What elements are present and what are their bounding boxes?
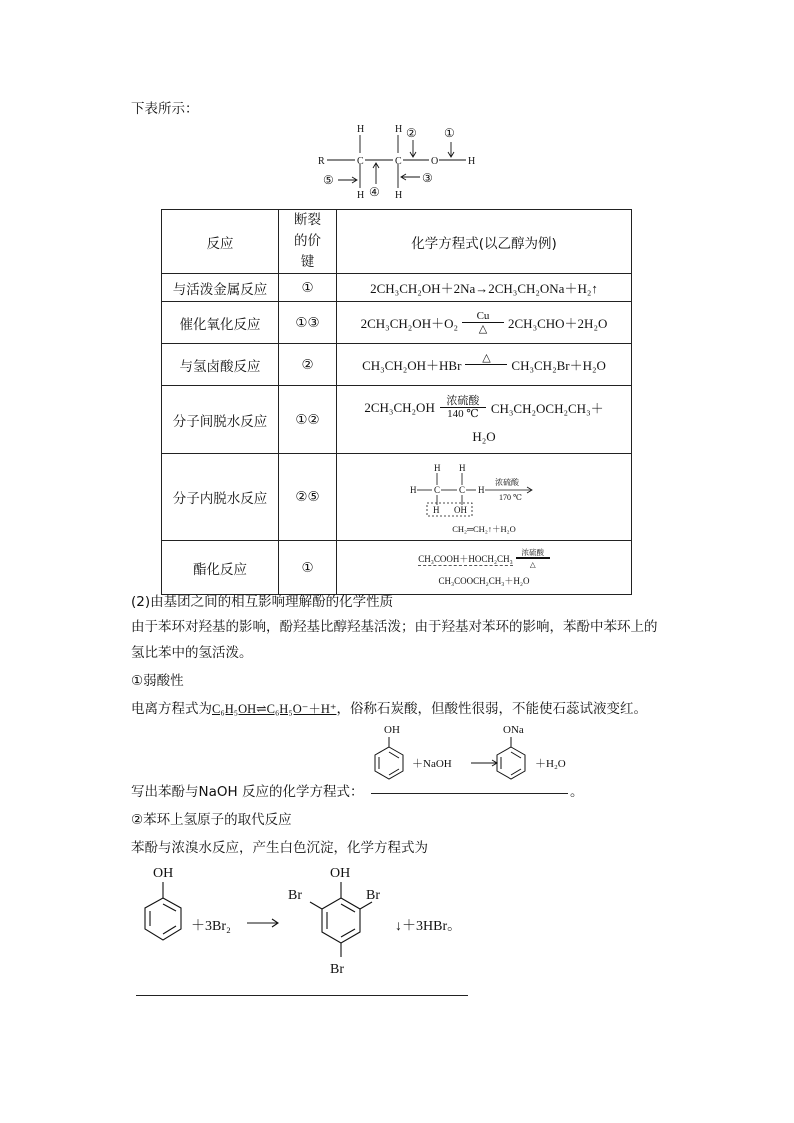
equation: H H H C C H H OH 浓硫酸 170 ℃ CH₂═CH₂↑＋H₂O: [337, 454, 632, 541]
naoh-prompt: 写出苯酚与NaOH 反应的化学方程式：: [131, 784, 364, 800]
svg-text:H: H: [410, 484, 417, 495]
intro-text: 下表所示：: [131, 101, 199, 117]
bond-label: ①: [279, 541, 337, 595]
svg-text:H: H: [478, 484, 485, 495]
header-equation: 化学方程式(以乙醇为例): [337, 210, 632, 274]
equation: 2CH₃CH₂OH 浓硫酸 140 ℃ CH₃CH₂OCH₂CH₃＋ H₂O: [337, 386, 632, 454]
reaction-table: [161, 209, 632, 595]
struct-r: R: [318, 156, 325, 167]
struct-n4: ④: [369, 185, 380, 199]
condition-arrow: △: [465, 352, 507, 377]
equation: CH₃CH₂OH＋HBr △ CH₃CH₂Br＋H₂O: [337, 344, 632, 386]
table-row: [162, 454, 632, 541]
naoh-water: ＋H₂O: [535, 758, 566, 770]
struct-o: O: [431, 156, 439, 167]
reaction-name: 与氢卤酸反应: [162, 344, 279, 386]
table-row: [162, 344, 632, 386]
bromination-intro: 苯酚与浓溴水反应，产生白色沉淀，化学方程式为: [131, 840, 428, 856]
svg-text:浓硫酸: 浓硫酸: [495, 477, 519, 487]
reaction-name: 酯化反应: [162, 541, 279, 595]
br-phenol-oh: OH: [153, 866, 174, 881]
struct-n2: ②: [406, 126, 417, 140]
struct-n1: ①: [444, 126, 455, 140]
section2-heading: (2)由基团之间的相互影响理解酚的化学性质: [131, 594, 394, 610]
header-reaction: 反应: [162, 210, 279, 274]
struct-h-top2: H: [395, 124, 403, 135]
reaction-name: 与活泼金属反应: [162, 274, 279, 302]
bond-label: ①②: [279, 386, 337, 454]
section2-para-line1: 由于苯环对羟基的影响，酚羟基比醇羟基活泼；由于羟基对苯环的影响，苯酚中苯环上的: [131, 619, 658, 635]
struct-n3: ③: [422, 171, 433, 185]
br-atom-right: Br: [366, 888, 380, 903]
br-reagent: ＋3Br₂: [191, 919, 231, 934]
answer-line-naoh: [371, 793, 568, 794]
header-bond: 断裂的价键: [279, 210, 337, 274]
svg-text:H: H: [433, 504, 440, 515]
section2-para-line2: 氢比苯中的氢活泼。: [131, 645, 253, 661]
struct-h-top1: H: [357, 124, 365, 135]
condition-arrow: 浓硫酸 140 ℃: [440, 394, 486, 421]
br-tail: ↓＋3HBr。: [395, 919, 462, 934]
table-row: [162, 386, 632, 454]
naoh-period: 。: [570, 784, 584, 800]
struct-h-oh: H: [468, 156, 476, 167]
table-header-row: [162, 210, 632, 274]
ionization-equation: C₆H₅OH⇌C₆H₅O⁻＋H⁺: [212, 702, 337, 716]
answer-line-bromination: [136, 995, 468, 996]
naoh-phenol-oh: OH: [384, 724, 400, 736]
naoh-reagent: ＋NaOH: [412, 758, 452, 770]
table-row: [162, 274, 632, 302]
br-product-oh: OH: [330, 866, 351, 881]
reaction-name: 分子间脱水反应: [162, 386, 279, 454]
table-row: [162, 302, 632, 344]
ethanol-dehydration-structure: [409, 462, 559, 520]
br-atom-left: Br: [288, 888, 302, 903]
svg-text:C: C: [459, 484, 466, 495]
bond-label: ①③: [279, 302, 337, 344]
sub-heading-acidity: ①弱酸性: [131, 673, 184, 689]
equation: 2CH₃CH₂OH＋O₂ Cu △ 2CH₃CHO＋2H₂O: [337, 302, 632, 344]
bond-label: ①: [279, 274, 337, 302]
phenol-bromination-equation: [130, 860, 490, 988]
condition-arrow: Cu △: [462, 310, 504, 335]
equation: CH₃COOH＋HOCH₂CH₃ 浓硫酸 △ CH₃COOCH₂CH₃＋H₂O: [337, 541, 632, 595]
sub-heading-substitution: ②苯环上氢原子的取代反应: [131, 812, 292, 828]
svg-text:H: H: [459, 462, 466, 473]
svg-text:170 ℃: 170 ℃: [499, 492, 522, 502]
table-row: [162, 541, 632, 595]
bond-label: ②⑤: [279, 454, 337, 541]
struct-c1: C: [357, 156, 364, 167]
struct-c2: C: [395, 156, 402, 167]
svg-text:C: C: [434, 484, 441, 495]
ionization-line: 电离方程式为C₆H₅OH⇌C₆H₅O⁻＋H⁺，俗称石炭酸，但酸性很弱，不能使石蕊试液变红。: [131, 701, 647, 717]
struct-n5: ⑤: [323, 173, 334, 187]
svg-text:OH: OH: [454, 504, 467, 515]
condition-arrow: 浓硫酸 △: [516, 548, 550, 569]
equation: 2CH₃CH₂OH＋2Na→2CH₃CH₂ONa＋H₂↑: [337, 274, 632, 302]
svg-text:H: H: [434, 462, 441, 473]
struct-h-bottom2: H: [395, 190, 403, 201]
naoh-product-ona: ONa: [503, 724, 524, 736]
br-atom-bottom: Br: [330, 962, 344, 977]
bond-cleavage-diagram: [310, 118, 500, 204]
struct-h-bottom1: H: [357, 190, 365, 201]
bond-label: ②: [279, 344, 337, 386]
reaction-name: 催化氧化反应: [162, 302, 279, 344]
reaction-name: 分子内脱水反应: [162, 454, 279, 541]
